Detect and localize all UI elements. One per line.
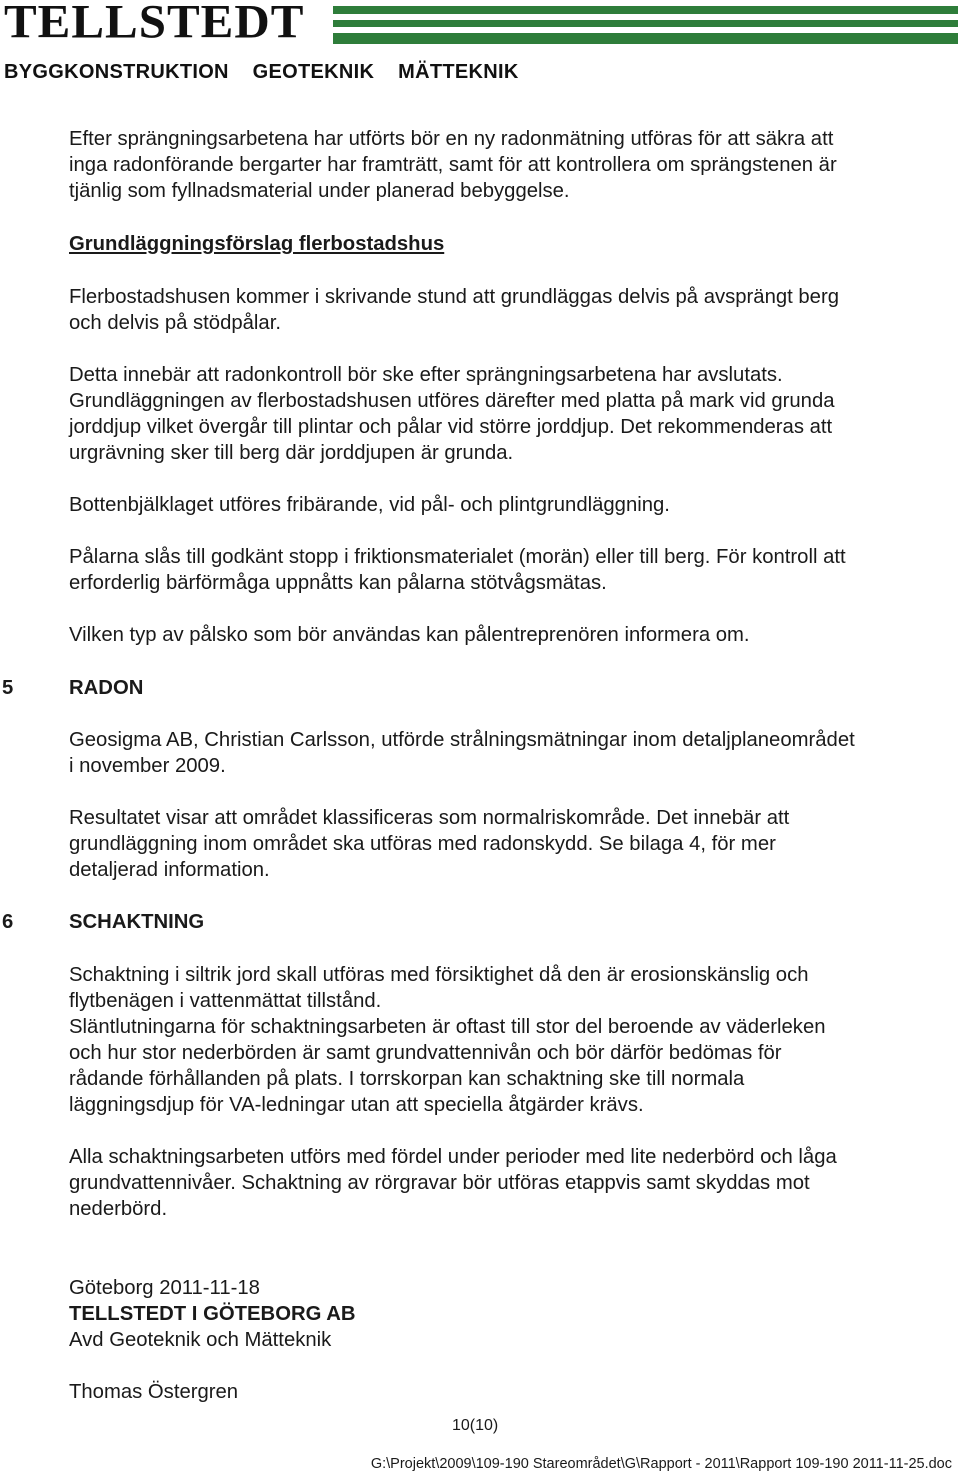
paragraph-line: detaljerad information. — [69, 859, 270, 881]
logo-stripe — [333, 33, 958, 44]
paragraph-line: Bottenbjälklaget utföres fribärande, vid pål- och plintgrundläggning. — [69, 494, 670, 516]
section-title: RADON — [69, 677, 144, 699]
subsection-heading: Grundläggningsförslag flerbostadshus — [69, 233, 445, 255]
page-number: 10(10) — [452, 1417, 499, 1434]
section-number: 6 — [2, 911, 14, 933]
paragraph-line: grundläggning inom området ska utföras med radonskydd. Se bilaga 4, för mer — [69, 833, 776, 855]
paragraph-line: och hur stor nederbörden är samt grundvattennivån och bör därför bedömas för — [69, 1042, 782, 1064]
paragraph-line: erforderlig bärförmåga uppnåtts kan pålarna stötvågsmätas. — [69, 572, 607, 594]
intro-line: tjänlig som fyllnadsmaterial under planerad bebyggelse. — [69, 180, 570, 202]
paragraph-line: Alla schaktningsarbeten utförs med fördel under perioder med lite nederbörd och låga — [69, 1146, 837, 1168]
company-logo: TELLSTEDT — [4, 0, 305, 49]
section-title: SCHAKTNING — [69, 911, 205, 933]
signature-department: Avd Geoteknik och Mätteknik — [69, 1329, 332, 1351]
tagline-item: BYGGKONSTRUKTION — [4, 61, 229, 83]
logo-stripe — [333, 20, 958, 27]
paragraph-line: Detta innebär att radonkontroll bör ske efter sprängningsarbetena har avslutats. — [69, 364, 783, 386]
tagline-item: MÄTTEKNIK — [398, 61, 519, 83]
intro-line: inga radonförande bergarter har framträtt, samt för att kontrollera om sprängstenen är — [69, 154, 837, 176]
company-tagline — [4, 59, 537, 85]
paragraph-line: flytbenägen i vattenmättat tillstånd. — [69, 990, 382, 1012]
paragraph-line: grundvattennivåer. Schaktning av rörgravar bör utföras etappvis samt skyddas mot — [69, 1172, 810, 1194]
tagline-item: GEOTEKNIK — [252, 61, 375, 83]
logo-stripe — [333, 6, 958, 14]
paragraph-line: nederbörd. — [69, 1198, 168, 1220]
paragraph-line: Släntlutningarna för schaktningsarbeten är oftast till stor del beroende av väderleken — [69, 1016, 826, 1038]
paragraph-line: Flerbostadshusen kommer i skrivande stund att grundläggas delvis på avsprängt berg — [69, 286, 839, 308]
signature-place-date: Göteborg 2011-11-18 — [69, 1277, 260, 1299]
paragraph-line: urgrävning sker till berg där jorddjupen är grunda. — [69, 442, 514, 464]
signature-company: TELLSTEDT I GÖTEBORG AB — [69, 1303, 356, 1325]
paragraph-line: och delvis på stödpålar. — [69, 312, 281, 334]
paragraph-line: i november 2009. — [69, 755, 226, 777]
paragraph-line: Geosigma AB, Christian Carlsson, utförde strålningsmätningar inom detaljplaneområdet — [69, 729, 855, 751]
intro-line: Efter sprängningsarbetena har utförts bör en ny radonmätning utföras för att säkra att — [69, 128, 834, 150]
section-number: 5 — [2, 677, 14, 699]
paragraph-line: Schaktning i siltrik jord skall utföras med försiktighet då den är erosionskänslig och — [69, 964, 809, 986]
document-path: G:\Projekt\2009\109-190 Stareområdet\G\Rapport - 2011\Rapport 109-190 2011-11-25.doc — [370, 1456, 952, 1472]
signature-name: Thomas Östergren — [69, 1381, 239, 1403]
logo-stripes — [333, 6, 958, 44]
paragraph-line: jorddjup vilket övergår till plintar och pålar vid större jorddjup. Det rekommenderas att — [69, 416, 833, 438]
paragraph-line: läggningsdjup för VA-ledningar utan att speciella åtgärder krävs. — [69, 1094, 644, 1116]
paragraph-line: Pålarna slås till godkänt stopp i friktionsmaterialet (morän) eller till berg. För kontroll att — [69, 546, 846, 568]
paragraph-line: Resultatet visar att området klassificeras som normalriskområde. Det innebär att — [69, 807, 790, 829]
paragraph-line: Grundläggningen av flerbostadshusen utföres därefter med platta på mark vid grunda — [69, 390, 835, 412]
paragraph-line: rådande förhållanden på plats. I torrskorpan kan schaktning ske till normala — [69, 1068, 745, 1090]
paragraph-line: Vilken typ av pålsko som bör användas kan pålentreprenören informera om. — [69, 624, 750, 646]
